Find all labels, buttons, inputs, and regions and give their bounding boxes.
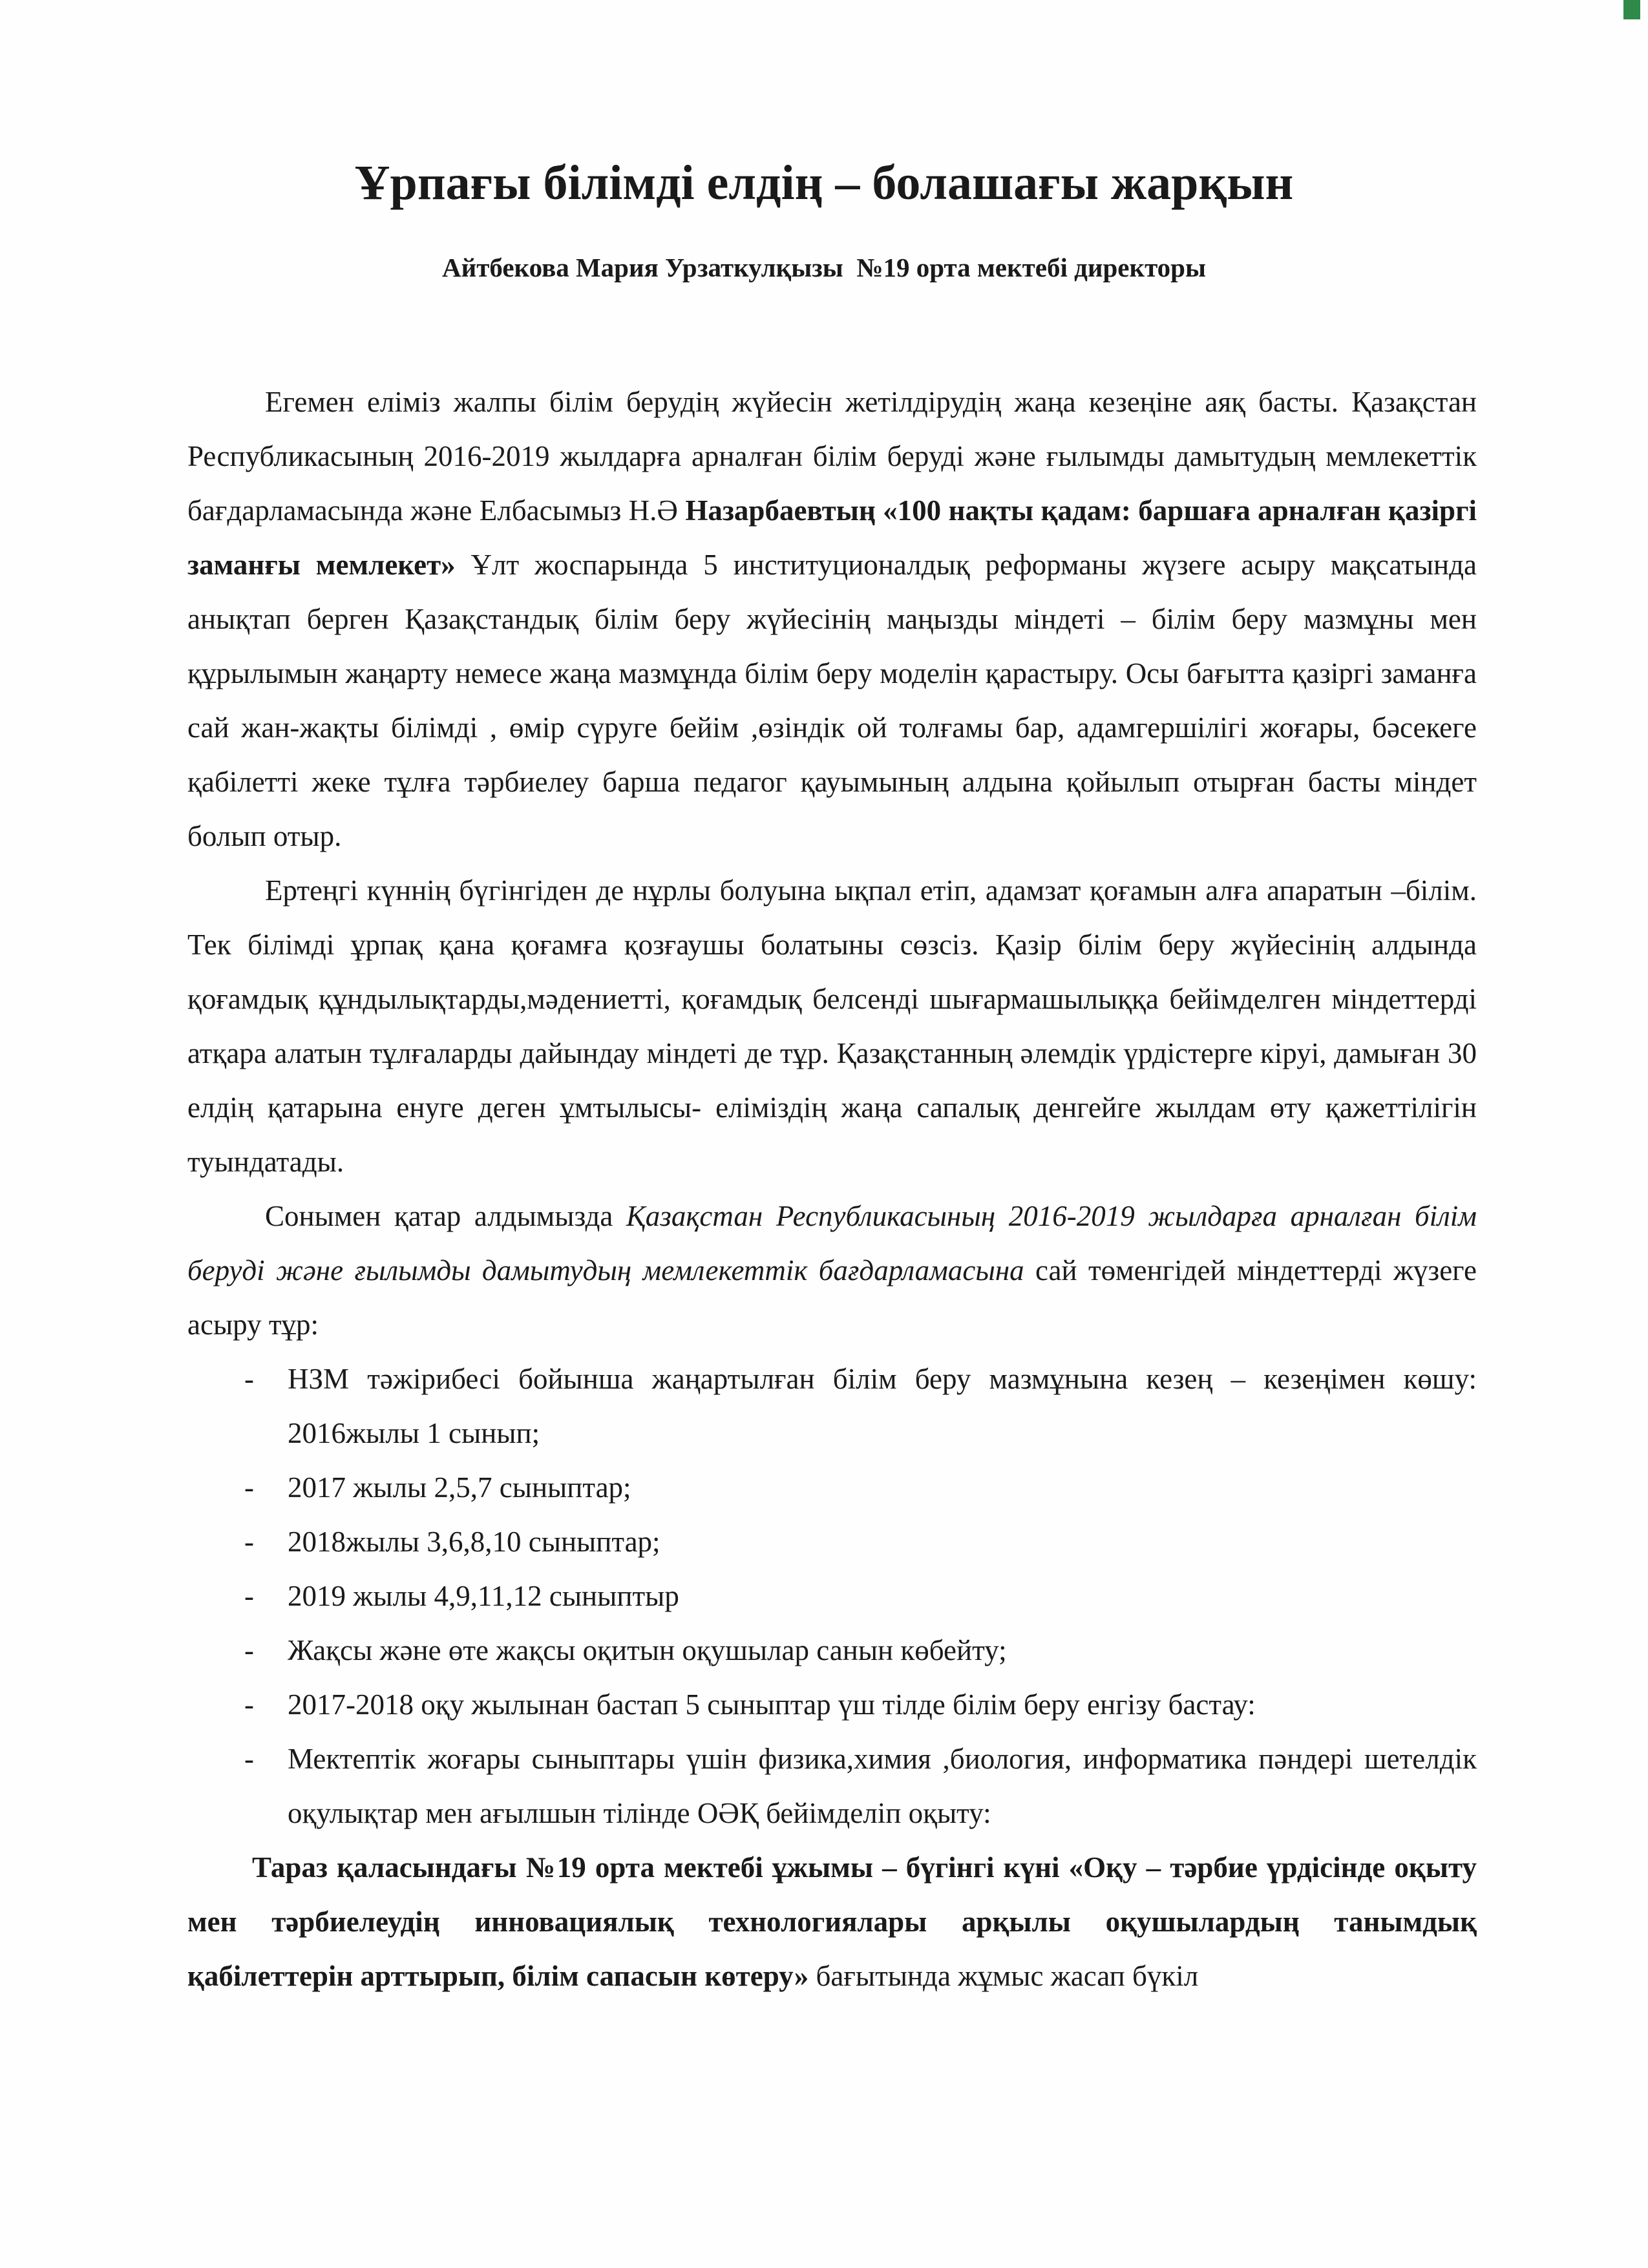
- paragraph-1-text-b: Ұлт жоспарында 5 институционалдық реформаны жүзеге асыру мақсатында анықтап берген Қазақстандық білім беру жүйесінің маңызды міндеті – білім беру мазмұны мен құрылымын жаңарту немесе жаңа мазмұнда білім беру моделін қарастыру. Осы бағытта қазіргі заманға сай жан-жақты білімді , өмір сүруге бейім ,өзіндік ой толғамы бар, адамгершілігі жоғары, бәсекеге қабілетті жеке тұлға тәрбиелеу барша педагог қауымының алдына қойылып отырған басты міндет болып отыр.: [187, 549, 1477, 852]
- document-title: Ұрпағы білімді елдің – болашағы жарқын: [354, 156, 1294, 210]
- list-item-text: НЗМ тәжірибесі бойынша жаңартылған білім беру мазмұнына кезең – кезеңімен көшу: 2016жылы 1 сынып;: [288, 1363, 1477, 1449]
- list-item: [187, 1623, 1477, 1677]
- list-item: [187, 1352, 1477, 1460]
- paragraph-3-text-a: Сонымен қатар алдымызда: [265, 1200, 626, 1232]
- paragraph-1: [187, 375, 1477, 863]
- list-item-text: 2019 жылы 4,9,11,12 сыныптыр: [288, 1580, 679, 1612]
- list-bullet: -: [244, 1471, 254, 1504]
- paragraph-1-text-a: Егемен еліміз жалпы білім берудің жүйесін жетілдірудің жаңа кезеңіне аяқ басты. Қазақстан Республикасының 2016-2019 жылдарға арналған білім беруді және ғылымды дамытудың мемлекеттік бағдарламасында және Елбасымыз Н.Ә: [187, 386, 1477, 527]
- list-item-text: Мектептік жоғары сыныптары үшін физика,химия ,биология, информатика пәндері шетелдік оқулықтар мен ағылшын тілінде ОӘҚ бейімделіп оқыту:: [288, 1743, 1477, 1829]
- paragraph-4: [187, 1840, 1477, 2003]
- author-line: Айтбекова Мария Урзаткулқызы №19 орта мектебі директоры: [442, 253, 1206, 282]
- list-item-text: 2017 жылы 2,5,7 сыныптар;: [288, 1471, 631, 1504]
- list-bullet: -: [244, 1580, 254, 1612]
- list-item: [187, 1569, 1477, 1623]
- list-bullet: -: [244, 1688, 254, 1721]
- list-item: [187, 1677, 1477, 1732]
- list-bullet: -: [244, 1526, 254, 1558]
- list-item: [187, 1732, 1477, 1840]
- list-item: [187, 1515, 1477, 1569]
- paragraph-3-italic: Қазақстан Республикасының 2016-2019 жылдарға арналған білім беруді және ғылымды дамытудың мемлекеттік бағдарламасына: [187, 1200, 1477, 1286]
- list-bullet: -: [244, 1363, 254, 1395]
- list-item: [187, 1460, 1477, 1515]
- list-bullet: -: [244, 1634, 254, 1666]
- corner-mark: [1623, 0, 1640, 19]
- paragraph-3-text-b: сай төменгідей міндеттерді жүзеге асыру тұр:: [187, 1254, 1477, 1341]
- paragraph-3: [187, 1189, 1477, 1352]
- paragraph-1-bold: Назарбаевтың «100 нақты қадам: баршаға арналған қазіргі заманғы мемлекет»: [187, 494, 1477, 581]
- paragraph-4-text: бағытында жұмыс жасап бүкіл: [808, 1960, 1199, 1992]
- task-list: [187, 1352, 1477, 1840]
- list-item-text: 2018жылы 3,6,8,10 сыныптар;: [288, 1526, 660, 1558]
- list-item-text: 2017-2018 оқу жылынан бастап 5 сыныптар үш тілде білім беру енгізу бастау:: [288, 1688, 1256, 1721]
- document-body: [187, 375, 1477, 2003]
- list-bullet: -: [244, 1743, 254, 1775]
- paragraph-2: Ертеңгі күннің бүгінгіден де нұрлы болуына ықпал етіп, адамзат қоғамын алға апаратын –білім. Тек білімді ұрпақ қана қоғамға қозғаушы болатыны сөзсіз. Қазір білім беру жүйесінің алдында қоғамдық құндылықтарды,мәдениетті, қоғамдық белсенді шығармашылыққа бейімделген міндеттерді атқара алатын тұлғаларды дайындау міндеті де тұр. Қазақстанның әлемдік үрдістерге кіруі, дамыған 30 елдің қатарына енуге деген ұмтылысы- еліміздің жаңа сапалық денгейге жылдам өту қажеттілігін туындатады.: [187, 874, 1477, 1178]
- list-item-text: Жақсы және өте жақсы оқитын оқушылар санын көбейту;: [288, 1634, 1007, 1666]
- paragraph-4-bold: Тараз қаласындағы №19 орта мектебі ұжымы – бүгінгі күні «Оқу – тәрбие үрдісінде оқыту мен тәрбиелеудің инновациялық технологиялары арқылы оқушылардың танымдық қабілеттерін арттырып, білім сапасын көтеру»: [187, 1851, 1477, 1992]
